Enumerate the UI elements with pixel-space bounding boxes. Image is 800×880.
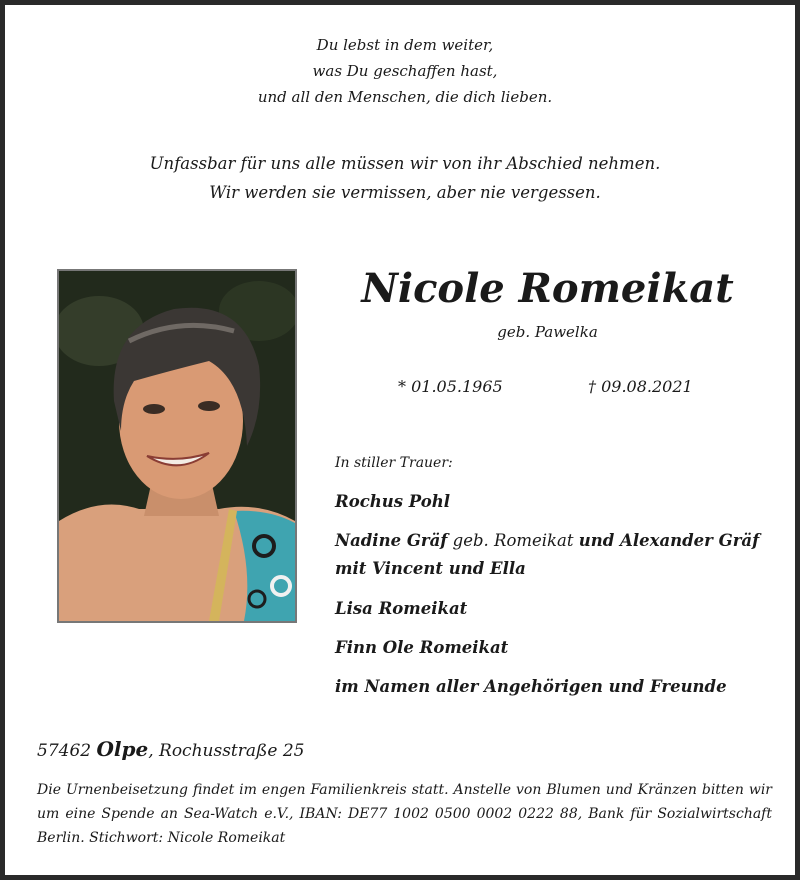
poem-line: Du lebst in dem weiter, bbox=[316, 36, 494, 54]
maiden-name: geb. Pawelka bbox=[497, 323, 598, 341]
poem-line: und all den Menschen, die dich lieben. bbox=[257, 88, 553, 106]
mourning-intro: In stiller Trauer: bbox=[335, 455, 453, 471]
farewell-text bbox=[5, 149, 800, 207]
portrait-photo bbox=[57, 269, 297, 623]
mourner-children: mit Vincent und Ella bbox=[335, 559, 526, 578]
address-zip: 57462 bbox=[37, 741, 97, 761]
address bbox=[37, 737, 304, 761]
poem bbox=[5, 32, 800, 110]
mourner-line: Lisa Romeikat bbox=[335, 599, 468, 618]
portrait-illustration bbox=[59, 271, 295, 621]
birth-date: * 01.05.1965 bbox=[398, 377, 503, 396]
mourner-name: und Alexander Gräf bbox=[578, 531, 760, 550]
mourner-line: Finn Ole Romeikat bbox=[335, 638, 509, 657]
mourner-line: im Namen aller Angehörigen und Freunde bbox=[335, 677, 727, 696]
poem-line: was Du geschaffen hast, bbox=[312, 62, 498, 80]
farewell-line: Unfassbar für uns alle müssen wir von ihr Abschied nehmen. bbox=[149, 154, 661, 173]
funeral-notice: Die Urnenbeisetzung findet im engen Familienkreis statt. Anstelle von Blumen und Kränzen bitten wir um eine Spende an Sea-Watch e.V., IBAN: DE77 1002 0500 0002 0222 88, Bank für Sozialwirtschaft Berlin. Stichwort: Nicole Romeikat bbox=[37, 782, 772, 846]
address-street: , Rochusstraße 25 bbox=[148, 741, 305, 761]
mourner-line bbox=[335, 527, 775, 583]
address-city: Olpe bbox=[96, 737, 149, 761]
mourner-name: Nadine Gräf bbox=[335, 531, 448, 550]
mourner-maiden-name: geb. Romeikat bbox=[447, 531, 579, 550]
deceased-name: Nicole Romeikat bbox=[361, 265, 734, 312]
mourner-line: Rochus Pohl bbox=[335, 492, 451, 511]
death-date: † 09.08.2021 bbox=[588, 377, 693, 396]
farewell-line: Wir werden sie vermissen, aber nie vergessen. bbox=[209, 183, 601, 202]
